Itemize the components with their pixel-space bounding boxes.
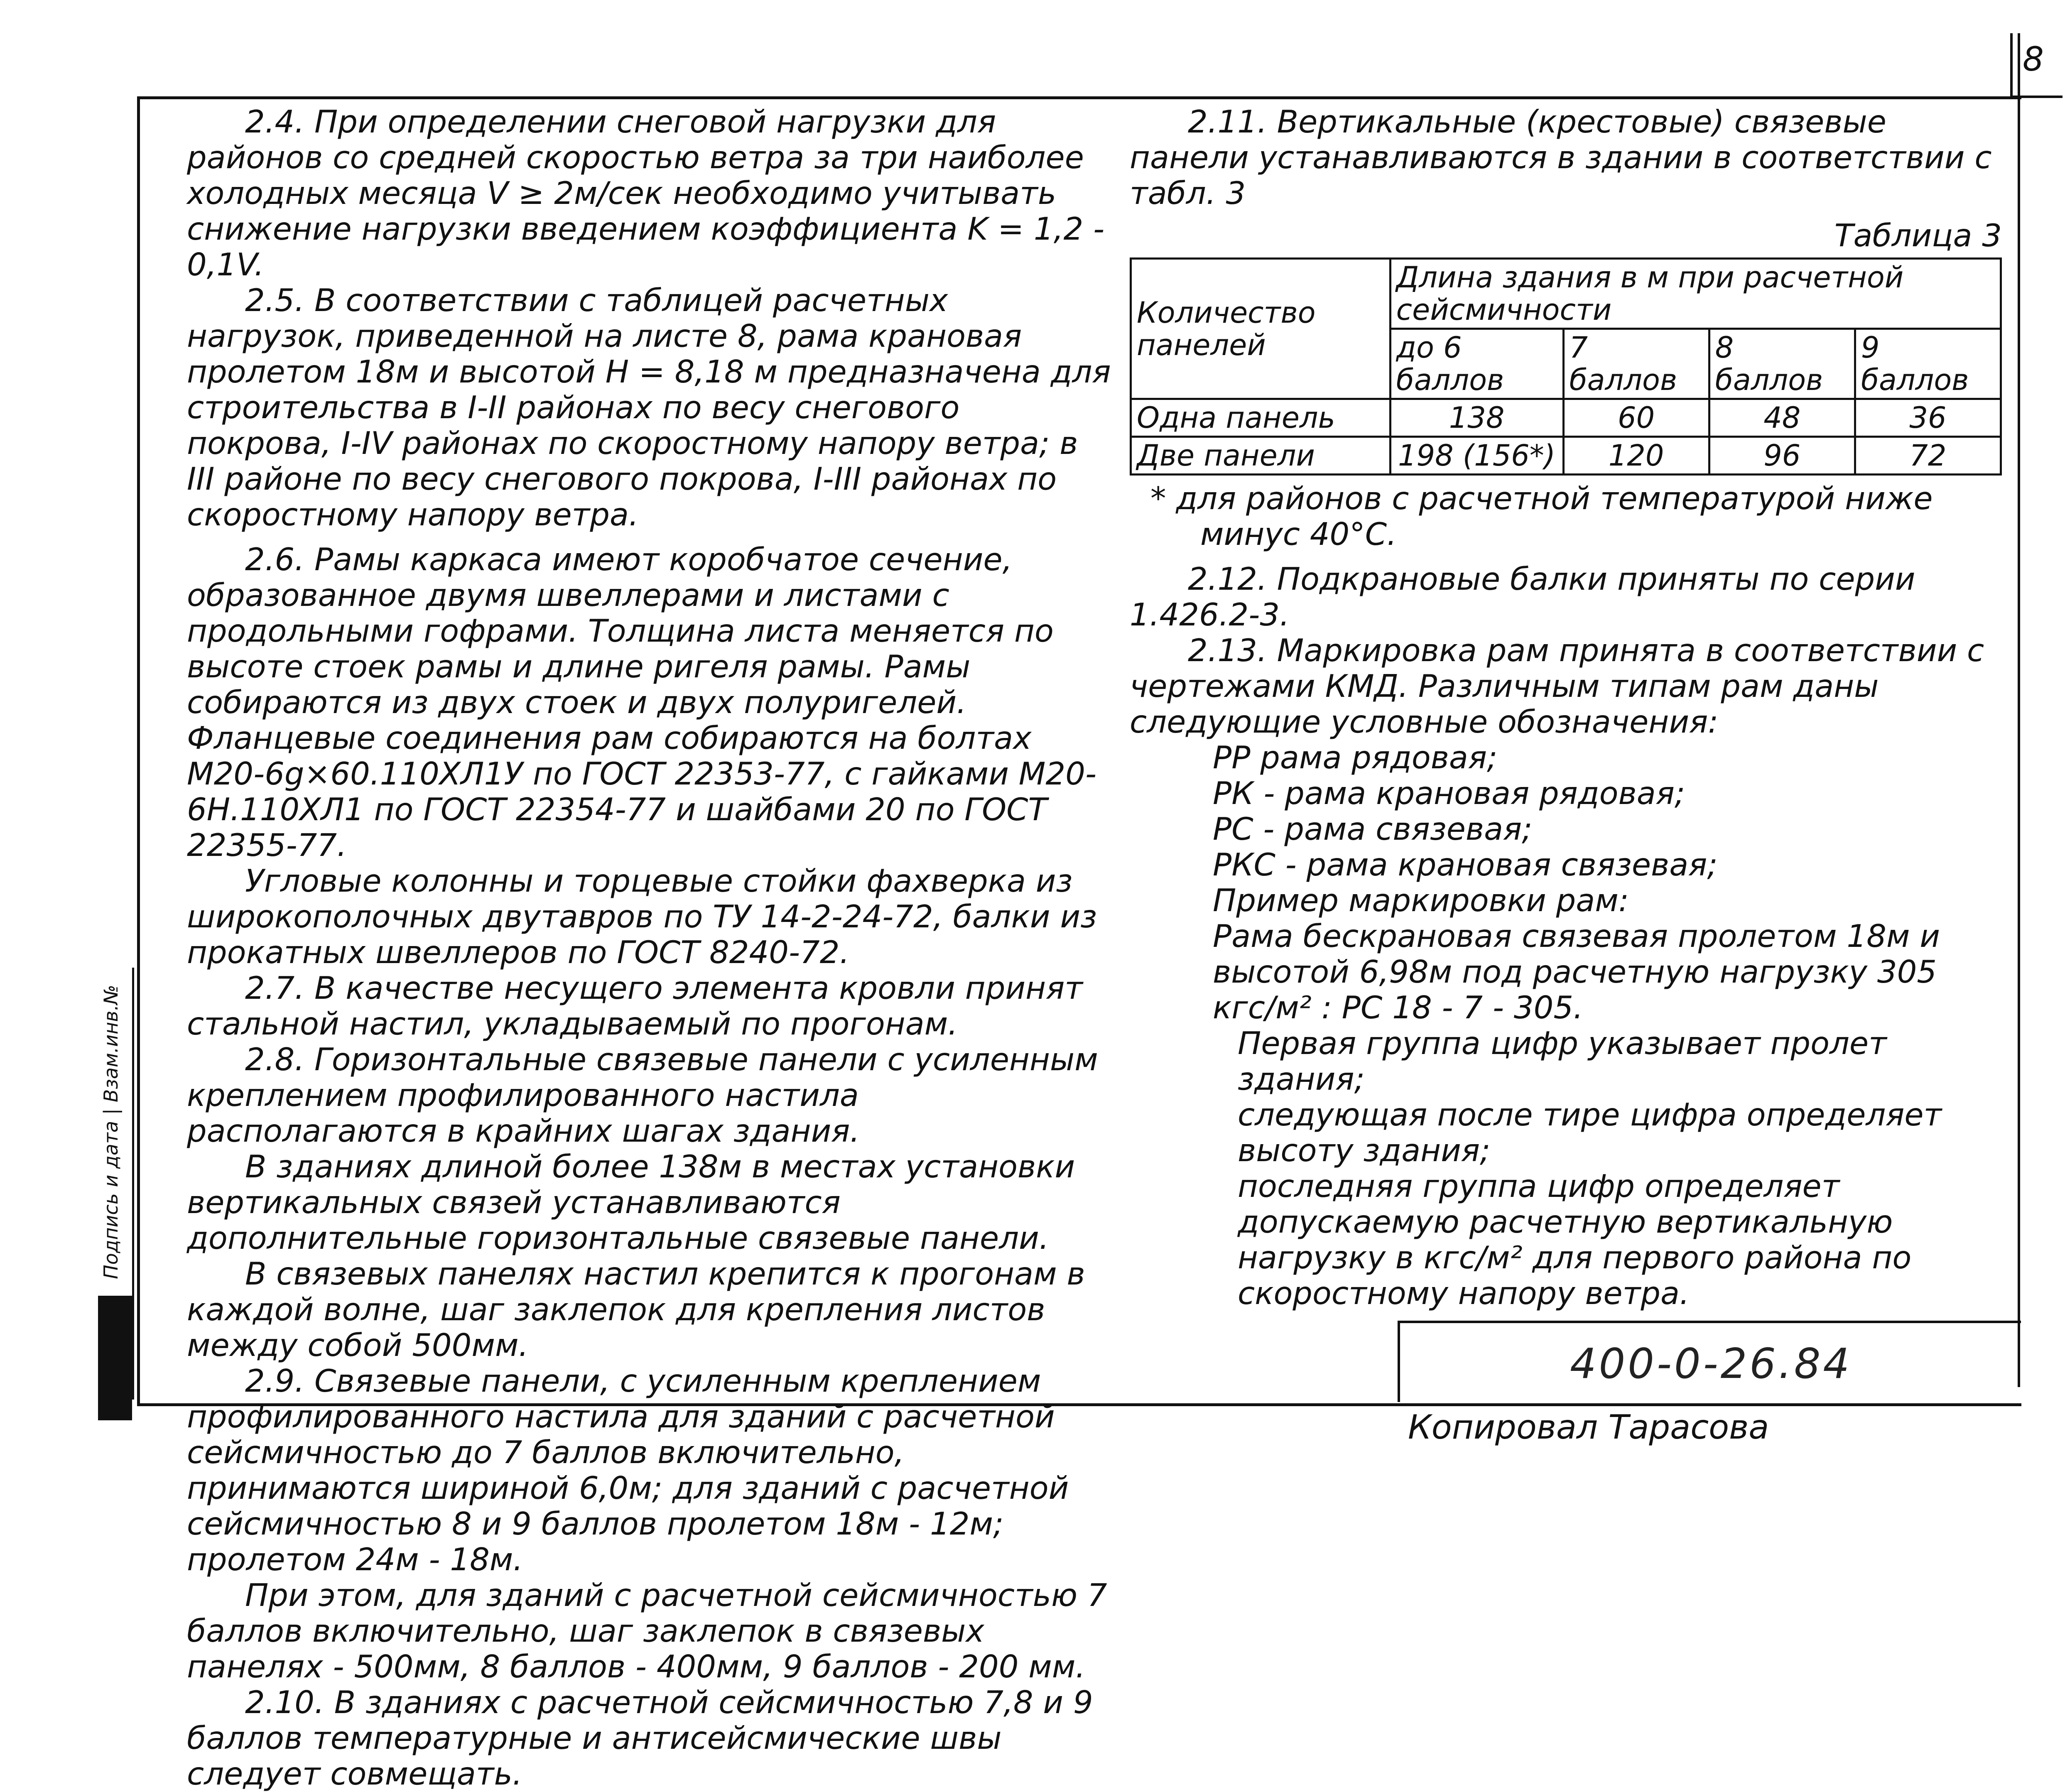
marking-explanation: последняя группа цифр определяет допускаемую расчетную вертикальную нагрузку в кгс/м² для первого района по скоростному напору ветра. [1238,1168,1912,1312]
sheet-number: 8 [2023,40,2044,78]
table-subheader: 7 баллов [1563,329,1709,399]
table-cell: 72 [1855,437,2001,475]
paragraph-2-8: 2.8. Горизонтальные связевые панели с усиленным креплением профилированного настила располагаются в крайних шагах здания. [187,1041,1098,1149]
table-footnote: * для районов с расчетной температурой ниже минус 40°С. [1150,480,1933,552]
table-cell: 120 [1563,437,1709,475]
marking-explanation: Первая группа цифр указывает пролет здания; [1238,1025,1887,1097]
table-subheader: 8 баллов [1709,329,1855,399]
marking-example: Рама бескрановая связевая пролетом 18м и высотой 6,98м под расчетную нагрузку 305 кгс/м² : РС 18 - 7 - 305. [1213,918,1940,1026]
marking-explanation: следующая после тире цифра определяет высоту здания; [1238,1096,1942,1169]
row-label: Две панели [1131,437,1391,475]
paragraph-2-8-rivets: В связевых панелях настил крепится к прогонам в каждой волне, шаг заклепок для крепления листов между собой 500мм. [187,1255,1085,1363]
marking-example-title: Пример маркировки рам: [1213,882,1629,919]
table-row [1131,437,2001,475]
table-caption: Таблица 3 [1834,217,2002,254]
paragraph-2-9: 2.9. Связевые панели, с усиленным креплением профилированного настила для зданий с расчетной сейсмичностью до 7 баллов включительно, принимаются шириной 6,0м; для зданий с расчетной сейсмичностью 8 и 9 баллов пролетом 18м - 12м; пролетом 24м - 18м. [187,1363,1069,1578]
table-cell: 138 [1390,399,1563,437]
table-cell: 96 [1709,437,1855,475]
right-column [1130,104,2002,1311]
paragraph-2-9-rivet-step: При этом, для зданий с расчетной сейсмичностью 7 баллов включительно, шаг заклепок в связевых панелях - 500мм, 8 баллов - 400мм, 9 баллов - 200 мм. [187,1577,1107,1685]
document-code: 400-0-26.84 [1570,1339,1852,1388]
paragraph-2-11: 2.11. Вертикальные (крестовые) связевые панели устанавливаются в здании в соответствии с табл. 3 [1130,103,1992,211]
table-subheader: до 6 баллов [1390,329,1563,399]
legend-item: РКС - рама крановая связевая; [1213,846,1718,883]
margin-stamp-block [98,1296,132,1420]
paragraph-2-12: 2.12. Подкрановые балки приняты по серии 1.426.2-3. [1130,561,1915,633]
table-3 [1130,257,2002,476]
paragraph-2-10: 2.10. В зданиях с расчетной сейсмичностью 7,8 и 9 баллов температурные и антисейсмические швы следует совмещать. [187,1684,1093,1792]
copied-by: Копировал Тарасова [1408,1408,1769,1446]
margin-stamp-label: Подпись и дата | Взам.инв.№ [100,985,122,1279]
right-border [2018,33,2020,1387]
paragraph-2-4: 2.4. При определении снеговой нагрузки для районов со средней скоростью ветра за три наиболее холодных месяца V ≥ 2м/сек необходимо учитывать снижение нагрузки введением коэффициента K = 1,2 - 0,1V. [187,103,1105,283]
paragraph-2-6-columns: Угловые колонны и торцевые стойки фахверка из широкополочных двутавров по ТУ 14-2-24-72, балки из прокатных швеллеров по ГОСТ 8240-72. [187,863,1097,971]
paragraph-2-7: 2.7. В качестве несущего элемента кровли принят стальной настил, укладываемый по прогонам. [187,970,1083,1042]
legend-item: РР рама рядовая; [1213,739,1498,776]
paragraph-2-6: 2.6. Рамы каркаса имеют коробчатое сечение, образованное двумя швеллерами и листами с продольными гофрами. Толщина листа меняется по высоте стоек рамы и длине ригеля рамы. Рамы собираются из двух стоек и двух полуригелей. Фланцевые соединения рам собираются на болтах М20-6g×60.110ХЛ1У по ГОСТ 22353-77, с гайками М20-6Н.110ХЛ1 по ГОСТ 22354-77 и шайбами 20 по ГОСТ 22355-77. [187,541,1097,863]
table-cell: 48 [1709,399,1855,437]
row-label: Одна панель [1131,399,1391,437]
margin-stamp-line [132,968,134,1400]
table-row [1131,399,2001,437]
table-cell: 36 [1855,399,2001,437]
table-cell: 60 [1563,399,1709,437]
left-column [187,104,1113,1792]
table-cell: 198 (156*) [1390,437,1563,475]
paragraph-2-13: 2.13. Маркировка рам принята в соответствии с чертежами КМД. Различным типам рам даны следующие условные обозначения: [1130,632,1984,740]
paragraph-2-8-long-buildings: В зданиях длиной более 138м в местах установки вертикальных связей устанавливаются дополнительные горизонтальные связевые панели. [187,1148,1075,1256]
table-header-length: Длина здания в м при расчетной сейсмичности [1390,259,2001,329]
table-header-panels: Количество панелей [1131,259,1391,399]
legend-item: РС - рама связевая; [1213,811,1533,847]
paragraph-2-5: 2.5. В соответствии с таблицей расчетных нагрузок, приведенной на листе 8, рама крановая пролетом 18м и высотой H = 8,18 м предназначена для строительства в I-II районах по весу снегового покрова, I-IV районах по скоростному напору ветра; в III районе по весу снегового покрова, I-III районах по скоростному напору ветра. [187,282,1111,533]
table-subheader: 9 баллов [1855,329,2001,399]
legend-item: РК - рама крановая рядовая; [1213,775,1685,811]
